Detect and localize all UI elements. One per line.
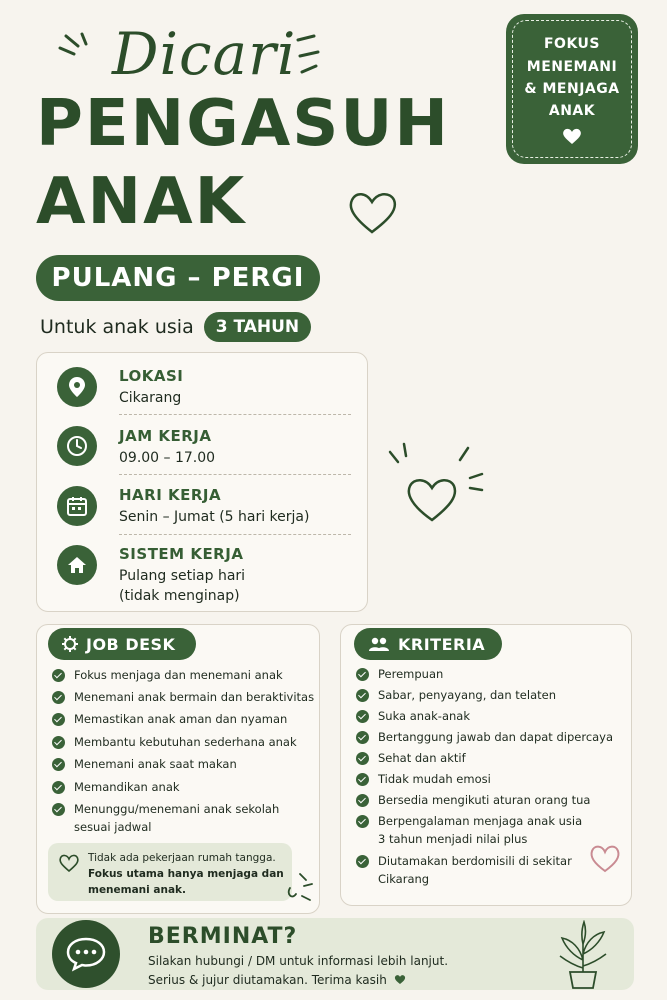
cta-line: Serius & jujur diutamakan. Terima kasih (148, 973, 387, 988)
pulang-pergi-pill: PULANG – PERGI (36, 255, 320, 301)
sparkle-lines-icon (284, 868, 314, 904)
list-item-line: Berpengalaman menjaga anak usia (378, 814, 583, 828)
info-card (36, 352, 368, 612)
list-item-line: Diutamakan berdomisili di sekitar (378, 854, 572, 868)
list-item (356, 853, 572, 889)
main-title-line1: PENGASUH (36, 87, 450, 161)
check-icon (356, 668, 369, 681)
clock-icon (57, 426, 97, 466)
list-item (356, 666, 443, 684)
focus-badge (506, 14, 638, 164)
list-item (52, 689, 314, 707)
list-item (52, 734, 297, 752)
check-icon (52, 781, 65, 794)
list-item-line: 3 tahun menjadi nilai plus (378, 831, 528, 846)
kriteria-title: KRITERIA (398, 634, 486, 654)
divider (119, 474, 351, 475)
main-title-line2: ANAK (36, 165, 247, 239)
heart-icon (562, 127, 582, 145)
info-value-lokasi: Cikarang (119, 390, 182, 406)
list-item (356, 687, 556, 705)
potted-plant-icon (548, 920, 618, 990)
list-item (356, 729, 613, 747)
heart-outline-icon (58, 853, 80, 873)
list-item-text: Tidak mudah emosi (378, 772, 491, 786)
note-line-bold: Fokus utama hanya menjaga dan (88, 867, 284, 880)
info-value-hari-kerja: Senin – Jumat (5 hari kerja) (119, 509, 310, 525)
list-item-text: Memandikan anak (74, 780, 180, 794)
note-line-bold: menemani anak. (88, 883, 187, 896)
check-icon (356, 794, 369, 807)
list-item-line: Cikarang (378, 871, 430, 886)
age-label: Untuk anak usia (40, 316, 194, 338)
check-icon (52, 691, 65, 704)
check-icon (52, 713, 65, 726)
heart-outline-pink-icon (588, 842, 622, 874)
age-row (40, 312, 311, 342)
info-value-line: (tidak menginap) (119, 588, 240, 605)
list-item-text: Bersedia mengikuti aturan orang tua (378, 793, 591, 807)
list-item (356, 708, 470, 726)
check-icon (356, 815, 369, 828)
info-value-sistem-kerja (119, 566, 245, 607)
check-icon (52, 669, 65, 682)
info-value-jam-kerja: 09.00 – 17.00 (119, 450, 216, 466)
list-item (52, 667, 283, 685)
list-item-text: Menemani anak bermain dan beraktivitas (74, 690, 315, 704)
check-icon (52, 758, 65, 771)
note-text (88, 851, 284, 898)
list-item-text: Sehat dan aktif (378, 751, 466, 765)
list-item-text (74, 801, 279, 837)
sparkle-lines-icon (52, 30, 112, 70)
list-item (356, 813, 582, 849)
gear-icon (62, 636, 78, 652)
check-icon (356, 752, 369, 765)
check-icon (356, 731, 369, 744)
list-item-text (378, 853, 572, 889)
info-label-jam-kerja: JAM KERJA (119, 427, 212, 445)
heart-outline-icon (344, 186, 400, 238)
heart-icon (394, 974, 406, 985)
list-item (52, 779, 180, 797)
list-item-line: Menunggu/menemani anak sekolah (74, 802, 280, 816)
note-box (48, 843, 292, 901)
sparkle-lines-icon (290, 34, 350, 84)
list-item (356, 771, 491, 789)
list-item (52, 756, 237, 774)
list-item-text: Sabar, penyayang, dan telaten (378, 688, 556, 702)
check-icon (356, 689, 369, 702)
list-item (356, 792, 590, 810)
divider (119, 534, 351, 535)
heart-doodle-icon (386, 440, 496, 530)
list-item-text: Memastikan anak aman dan nyaman (74, 712, 288, 726)
list-item (52, 711, 287, 729)
home-icon (57, 545, 97, 585)
badge-line: & MENJAGA (524, 81, 620, 97)
cta-text (148, 952, 448, 990)
list-item-text (378, 813, 582, 849)
list-item (52, 801, 279, 837)
check-icon (52, 736, 65, 749)
chat-bubble-icon[interactable] (52, 920, 120, 988)
info-value-line: Pulang setiap hari (119, 568, 246, 584)
badge-line: MENEMANI (526, 58, 618, 75)
info-label-lokasi: LOKASI (119, 367, 184, 385)
list-item-text: Bertanggung jawab dan dapat dipercaya (378, 730, 614, 744)
age-badge: 3 TAHUN (204, 312, 311, 342)
list-item-text: Menemani anak saat makan (74, 757, 237, 771)
list-item-text: Perempuan (378, 667, 444, 681)
dicari-heading: Dicari (112, 20, 297, 88)
badge-line: ANAK (548, 103, 596, 120)
list-item-text: Suka anak-anak (378, 709, 470, 723)
list-item-text: Membantu kebutuhan sederhana anak (74, 735, 297, 749)
cta-line: Silakan hubungi / DM untuk informasi lebih lanjut. (148, 954, 449, 968)
calendar-icon (57, 486, 97, 526)
check-icon (356, 855, 369, 868)
list-item (356, 750, 466, 768)
check-icon (52, 803, 65, 816)
location-pin-icon (57, 367, 97, 407)
cta-title: BERMINAT? (148, 924, 298, 949)
info-label-sistem-kerja: SISTEM KERJA (119, 545, 244, 563)
badge-line: FOKUS (543, 36, 601, 53)
check-icon (356, 710, 369, 723)
jobdesk-title: JOB DESK (86, 634, 176, 654)
kriteria-header (354, 628, 502, 660)
check-icon (356, 773, 369, 786)
divider (119, 414, 351, 415)
list-item-line: sesuai jadwal (74, 819, 152, 834)
info-label-hari-kerja: HARI KERJA (119, 486, 222, 504)
users-icon (368, 636, 390, 652)
jobdesk-header (48, 628, 196, 660)
list-item-text: Fokus menjaga dan menemani anak (74, 668, 283, 682)
note-line: Tidak ada pekerjaan rumah tangga. (88, 852, 276, 864)
